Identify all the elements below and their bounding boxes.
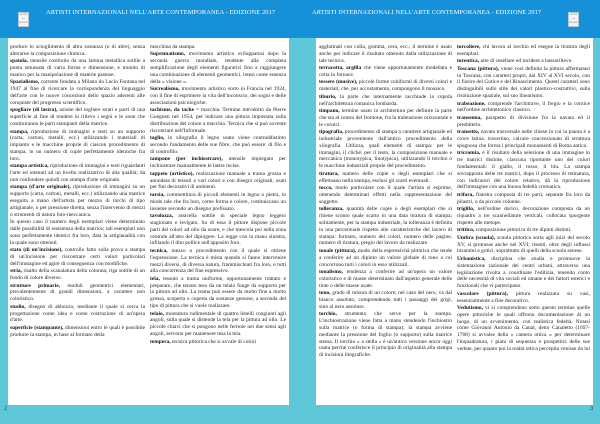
entry-definition: è il risultato della selezione di una immagine in tre matrici distinte, ciascuna riportante uno dei colori fondamentali: il giallo, il rosso, il blu. La stampa sovrapposta delle tre matrici, dopo il processo di retinatura, con indicatori del colore relativo, dà la riproduzione dell'immagine con una buona fedeltà cromatica. (457, 150, 590, 191)
entry-definition: azione del togliere strati e parti di una superficie al fine di rendere in rilievo i segni e le zone che costituiranno le parti stampanti della matrice. (10, 107, 145, 128)
entry-term: tachisme, da tache (150, 107, 194, 114)
glossary-entry (457, 115, 590, 129)
glossary-entry (10, 79, 145, 106)
entry-term: stria, (10, 268, 22, 275)
entry-definition: numero delle copie o degli esemplari che si effettuano nella stampa, esclusi gli scarti eventuali. (319, 170, 452, 184)
glossary-entry (10, 219, 145, 246)
entry-definition: in xilografia il legno usato viene contraddistinto secondo l'andamento delle sue fibre, che può essere: di filo e di controfilo. (150, 135, 286, 156)
entry-term: tricromia, (457, 150, 481, 157)
right-page (316, 38, 593, 405)
glossary-entry (319, 248, 452, 269)
entry-definition: navata trasversale nelle chiese in cui la pianta è a croce latina. travertino, calcare concrezionato di struttura spugnosa che forma i principali monumenti di Roma antica. (457, 129, 590, 149)
entry-definition: vi si comprendono sotto questo termine quelle opere pittoriche le quali offrono documentazione di un luogo, di un avvenimento, con realistica fedeltà. Notasi come Giovanni Antonio da Canal, detto Canaletto (1697-1768) si avvalse della « camera ottica » per determinare l'inquadratura, i piani di sequenza e prospettici delle sue vedute, per quanto poi la realtà ottica percepita venisse da lui (457, 304, 591, 352)
entry-term: tessere (musive), (319, 79, 358, 86)
entry-definition: finestra composta di tre parti, separate fra loro da pilastri, o da piccole colonne. (457, 191, 590, 205)
glossary-entry (457, 291, 590, 305)
glossary-entry (150, 339, 286, 346)
glossary-column (457, 44, 590, 353)
entry-definition: movimento artistico sorto in Francia nel 1924, con il fine di esprimere la vita dell'inconscio, dei sogni e delle associazioni psicologiche. (150, 86, 286, 106)
glossary-entry (319, 311, 452, 359)
glossary-entry (150, 213, 286, 247)
entry-term: taglio, (150, 135, 165, 142)
entry-term: tolleranza, (319, 206, 344, 213)
entry-term: Surrealismo, (150, 86, 180, 93)
glossary-entry (10, 283, 145, 304)
entry-term: Vedutismo, (457, 304, 483, 311)
entry-term: toreutica, (457, 58, 480, 65)
entry-definition: utensile impiegato per inchiostrare manualmente le lastre incise. (150, 156, 286, 170)
entry-definition: piccole forme cubiformi di diversi colori e materiali, che, per accostamento, compongono il mosaico. (319, 79, 452, 93)
glossary-entry (10, 325, 145, 339)
glossary-entry (10, 268, 145, 282)
glossary-entry (150, 156, 286, 170)
glossary-entry (457, 101, 590, 115)
glossary-entry (457, 305, 590, 353)
entry-definition: modo particolare con il quale l'artista si esprime, ottenendo determinati effetti nella rappresentazione del soggetto. (319, 185, 452, 205)
entry-definition: montatura rudimentale di quattro listelli congiunti agli angoli, sulla quale si distende la tela per la pittura ad olio. Le piccole chiavi che si pongono nelle feritoie nei due sensi agli angoli, servono per mantenere tesa la tela. (150, 310, 286, 338)
entry-definition: la parte che internamente racchiude la cupola nell'architettura romanica lombarda. (319, 93, 452, 107)
glossary-entry (457, 192, 590, 206)
entry-term: tiburio, (319, 93, 337, 100)
entry-term: stampa, (10, 128, 29, 135)
entry-term: trifora, (457, 191, 474, 198)
entry-definition: controllo fatto sulla prova a stampa di un'incisione per riscontrare certi valori particolari dell'immagine ed agire di conseguenza con modifiche. (10, 247, 145, 267)
glossary-entry (319, 185, 452, 206)
entry-term: trabeazione, (457, 100, 486, 107)
entry-definition: quantità delle copie o degli esemplari che si ritiene sconto quale scarto in una data tiratura di stampa; solitamente, per la stampa industriale, la tolleranza è definita in una percentuale rispetto alle caratteristiche del lavoro di stampa: formato, numero dei colori, numero delle pagine, numero di tiratura, pregio del lavoro da realizzare. (319, 206, 452, 247)
entry-definition: termine usato in architettura per definire la parte che sta al centro del frontone, fra la trabeazione orizzontale e le cornici. (319, 107, 452, 128)
entry-term: tecnica, (150, 247, 168, 254)
glossary-entry (457, 129, 590, 150)
entry-term: studio, (10, 303, 26, 310)
glossary-entry (150, 51, 286, 85)
entry-definition: disciplina che studia e promuove la sistemazione razionale dei centri urbani, attraverso una legislazione rivolta a coordinare l'edilizia, tenendo conto delle necessità di vita sociali ed umane e dei fattori estetici e funzionali che vi partecipano. (457, 255, 590, 290)
logo-left (18, 12, 29, 27)
glossary-entry (150, 248, 286, 275)
glossary-entry (150, 86, 286, 107)
entry-definition: assicella sottile in speciale legno leggero stagionato e levigato. Su di essa il pittore dispone piccole parti dei colori ad olio da usare, e che mescola poi nella zona centrale all'atto del dipingere. La regge con la mano sinistra, infilando il dito pollice nell'apposito foro. (150, 213, 286, 247)
entry-term: Spazialismo, (10, 79, 40, 86)
glossary-entry (457, 227, 590, 234)
glossary-entry (457, 44, 590, 58)
glossary-entry (319, 269, 452, 290)
entry-definition: agglutinati con colla, gomma, cera, ecc.; il termine è usato anche per indicare il risultato ottenuto dalla utilizzazione di tale tecnica. (319, 44, 452, 64)
glossary-entry (319, 290, 452, 311)
entry-term: tono, (319, 290, 331, 297)
entry-term: tocco, (319, 185, 333, 192)
glossary-entry (10, 44, 145, 58)
entry-term: tonalismo, (319, 268, 344, 275)
entry-definition: corrente fondata a Milano da Lucio Fontana nel 1947 al fine di ricercare la corrispondenza del linguaggio dell'arte con le nuove concezioni dello spazio aderenti alle conquiste del progresso scientifico. (10, 79, 145, 106)
glossary-entry (10, 163, 145, 184)
glossary-entry (457, 58, 590, 65)
glossary-column (150, 44, 286, 346)
entry-term: spatola, (10, 58, 28, 65)
entry-definition: scuola pittorica sorta agli inizi del secolo XV, si protrasse anche nel XVI; risentì, oltre degli influssi bizantini e gotici, soprattutto di quelli della scuola senese. (457, 234, 590, 255)
entry-term: timpano, (319, 107, 340, 114)
glossary-entry (319, 65, 452, 79)
glossary-entry (150, 107, 286, 134)
glossary-entry (457, 235, 590, 256)
entry-term: Umbra (scuola), (457, 234, 496, 241)
logo-text: ARTISTI nel MONDO (19, 13, 29, 24)
glossary-entry (10, 58, 145, 79)
entry-term: trittico, (457, 227, 475, 234)
glossary-entry (150, 276, 286, 310)
entry-term: triglifo, (457, 206, 475, 213)
entry-definition: tendenza a conferire ad un'opera un valore coloristico e di masse determinato dall'aspetto generale delle tinte o delle masse usate. (319, 268, 452, 289)
entry-definition: = macchia. Termine introdotto da Pierre Guéguen nel 1954, per indicare una pittura impostata sulla distribuzione del colore a macchia. Tecnica che si può sovente riscontrare nell'Informale. (150, 107, 286, 134)
entry-definition: grado di misura di un colore; nel caso del nero, va dal bianco assoluto, comprendendo tutti i passaggi dei grigi, sino al nero assoluto. (319, 290, 452, 310)
entry-definition: movimento artistico sviluppatosi dopo la seconda guerra mondiale, tendente alla completa semplificazione degli elementi figurativi fino a raggiungere una combinazione di elementi geometrici, intesi come essenza della « visione ». (150, 51, 286, 85)
entry-term: superficie (stampante), (10, 324, 64, 331)
entry-definition: disegno di abbozzo, mediante il quale si cerca la progettazione come idea e come costruzione di un'opera d'arte. (10, 303, 145, 324)
glossary-entry (457, 150, 590, 191)
entry-definition: che viene opportunamente modellata e cotta in fornace. (319, 65, 452, 78)
entry-term: Toscana (pittura), (457, 65, 500, 72)
glossary-entry (319, 206, 452, 247)
entry-term: stampa (d'arte originale), (10, 184, 71, 191)
glossary-entry (319, 108, 452, 129)
logo-right (568, 12, 579, 27)
glossary-entry (150, 44, 286, 51)
glossary-entry (10, 107, 145, 128)
entry-definition: parapetto di divisione fra la navata ed il presbiterio. (457, 114, 590, 128)
glossary-entry (319, 79, 452, 93)
entry-term: tampone (per inchiostrare), (150, 156, 223, 163)
entry-term: torchio, (319, 311, 337, 318)
entry-term: stato (di un'incisione), (10, 247, 63, 254)
entry-term: tarsia, (150, 191, 165, 198)
entry-term: transenna, (457, 114, 482, 121)
glossary-column (10, 44, 145, 339)
glossary-entry (150, 135, 286, 156)
left-page (8, 38, 289, 405)
glossary-entry (457, 256, 590, 290)
entry-definition: realizzazione manuale a trama grossa e annodata di tessuti a vari colori e con disegni originali, usati per fini decorativi di ambienti. (150, 170, 286, 191)
entry-term: tempera, (150, 338, 171, 345)
entry-term: spogliare (di lastra), (10, 107, 58, 114)
entry-term: tela, (150, 275, 160, 282)
glossary-entry (10, 304, 145, 325)
entry-definition: moduli geometrici elementari, prevalentemente di grandi dimensioni, a carattere non coloristico. (10, 282, 145, 303)
header-bar (0, 0, 600, 38)
entry-term: strutture primarie, (10, 282, 60, 289)
entry-term: Suprematismo, (150, 51, 186, 58)
entry-definition: riproduzione di immagini e testi riguardanti l'arte ed ottenuti ad un livello realizzativo di alta qualità; da non confondere quindi con stampa d'arte originale. (10, 163, 146, 183)
entry-definition: viene così definita la pittura affermatasi in Toscana, con caratteri propri, dal XIV al XVI secolo, con il fiorire del Gotico e del Rinascimento. Questi caratteri sono distinguibili sullo stile dei valori plastico-costruttivi, sulla risoluzione spaziale, sul suo linearismo. (457, 65, 590, 100)
glossary-entry (150, 311, 286, 338)
glossary-entry (319, 94, 452, 108)
entry-definition: dimensioni entro le quali è possibile produrre la stampa, in base al formato della (10, 324, 145, 338)
entry-term: tipografia, (319, 129, 344, 136)
entry-definition: risalto della scanalatura della colonna; riga sottile di un fondo di colore diverso. (10, 268, 145, 282)
entry-term: terracotta, argilla (319, 65, 362, 72)
entry-definition: procedimento di stampa a carattere artigianale ed industriale proveniente dall'antico procedimento della xilografia. Utilizza, quali elementi di stampa: per le immagini, il cliché; per il testo, la composizione manuale e meccanica (monotypica, linotypica), utilizzando il torchio o le macchine industriali proprie del procedimento. (319, 129, 452, 170)
entry-definition: riproduzione di immagini e testi su un supporto (carta, cartoni, metalli, ecc.) utilizzando i materiali di impianto e le macchine proprie di ciascun procedimento di stampa, in un numero di copie perfettamente identiche fra loro. (10, 128, 145, 162)
entry-term: vascolare (pittura), (457, 290, 508, 297)
entry-term: torcoliere, (457, 44, 481, 50)
glossary-entry (319, 129, 452, 170)
logo-text: ARTISTI nel MONDO (569, 13, 579, 24)
entry-term: tavolozza, (150, 213, 174, 219)
entry-definition: pittura realizzata su vasi, essenzialmente a fine decorativo. (457, 290, 590, 304)
entry-definition: strumento che serve per la stampa. L'inchiostrazione viene fatta a mano stendendo l'inchiostro sulla matrice (o forma di stampa); la stampa avviene mediante la pressione del foglio (o supporto) sulla matrice stessa. Il torchio « a stella » è un'antica versione ancor oggi usata perché conferisce il principio di originalità alla stampa di incisioni litografiche. (319, 311, 452, 359)
entry-definition: produce lo scioglimento di altra sostanza (o di altre), senza alterarne la composizione chimica. (10, 44, 145, 57)
entry-definition: modo della espressività pittorica che tende a conferire ad un dipinto un valore globale di tono a cui concorrono tutti i colori in esso utilizzati. (319, 247, 452, 268)
left-page-title: ARTISTI INTERNAZIONALI NELL'ARTE CONTEMPORANEA - EDIZIONE 2017 (46, 9, 276, 16)
entry-definition: chi lavora al torchio ed esegue la tiratura degli esemplari. (457, 44, 590, 57)
entry-definition: In questo caso il numero degli esemplari viene determinato dalle possibilità di resistenza della matrice; tali esemplari non sono perfettamente identici fra loro, data la artigianalità con la quale sono ottenuti. (10, 219, 145, 246)
entry-definition: composizione pittorica di tre dipinti distinti. (474, 227, 572, 234)
entry-definition: macchina da stampa. (150, 44, 196, 50)
page-number-right: 3 (590, 406, 594, 412)
entry-definition: comprende l'architrave, il fregio e la cornice nell'ordine architettonico classico. (457, 100, 590, 114)
entry-definition: tessuto a trama uniforme, opportunamente trattato e preparato, che tenuto teso da un telaio funge da supporto per la pittura ad olio. La trama può essere da molto fine a molto grossa, scoperta o coperta da sostanze gessose, a seconda del tipo di pittura che si vuole realizzare. (150, 275, 286, 310)
glossary-entry (10, 247, 145, 268)
right-page-title: ARTISTI INTERNAZIONALI NELL'ARTE CONTEMPORANEA - EDIZIONE 2017 (312, 9, 542, 16)
entry-term: tonale (pittura), (319, 247, 357, 254)
entry-term: tappeto (artistico), (150, 170, 194, 177)
glossary-entry (457, 66, 590, 100)
glossary-entry (457, 206, 590, 227)
entry-definition: mezzo o procedimento con il quale si ottiene l'espressione. La tecnica è mista quando si fanno intervenire mezzi diversi, di diversa natura, frammischiati fra loro, e tutti alla concorrenza del fine espressivo. (150, 247, 286, 275)
entry-definition: nell'ordine dorico, decorazione composta da un riquadro a tre scannellature verticali, collocata sporgente rispetto alle metope. (457, 206, 590, 226)
glossary-entry (10, 129, 145, 163)
entry-definition: riproduzione di immagini su un supporto (carta, cartoni, metalli, ecc.) utilizzando una matrice eseguita a mano dell'artista per mezzo di torchi di tipo artigianale, o per pressione diretta, senza l'intervento di mezzi o strumenti di natura foto-meccanica. (10, 184, 145, 218)
entry-definition: commettitura di piccoli elementi in legno o pietra, in modo tale che fra loro, come forma e colore, costituiscano un insieme secondo un disegno prefissato. (150, 191, 286, 212)
entry-term: stampa artistica, (10, 163, 49, 170)
entry-term: Urbanistica, (457, 255, 486, 262)
glossary-entry (319, 171, 452, 185)
entry-definition: tecnica pittorica che si avvale di colori (170, 338, 256, 345)
glossary-entry (150, 171, 286, 192)
entry-term: telaio, (150, 310, 165, 317)
glossary-entry (319, 44, 452, 65)
page-number-left: 2 (4, 406, 8, 412)
glossary-column (319, 44, 452, 360)
entry-definition: arte di cesellare ed incidere a bassorilievo. (479, 58, 573, 65)
glossary-entry (10, 184, 145, 218)
entry-term: transetto, (457, 129, 480, 136)
glossary-entry (150, 192, 286, 213)
entry-definition: utensile costituito da una lamina metallica sottile a punta smussata di varia forma e dimensione, e munito di manico per la manipolazione di materie pastose. (10, 58, 145, 78)
entry-term: tiratura, (319, 170, 339, 177)
